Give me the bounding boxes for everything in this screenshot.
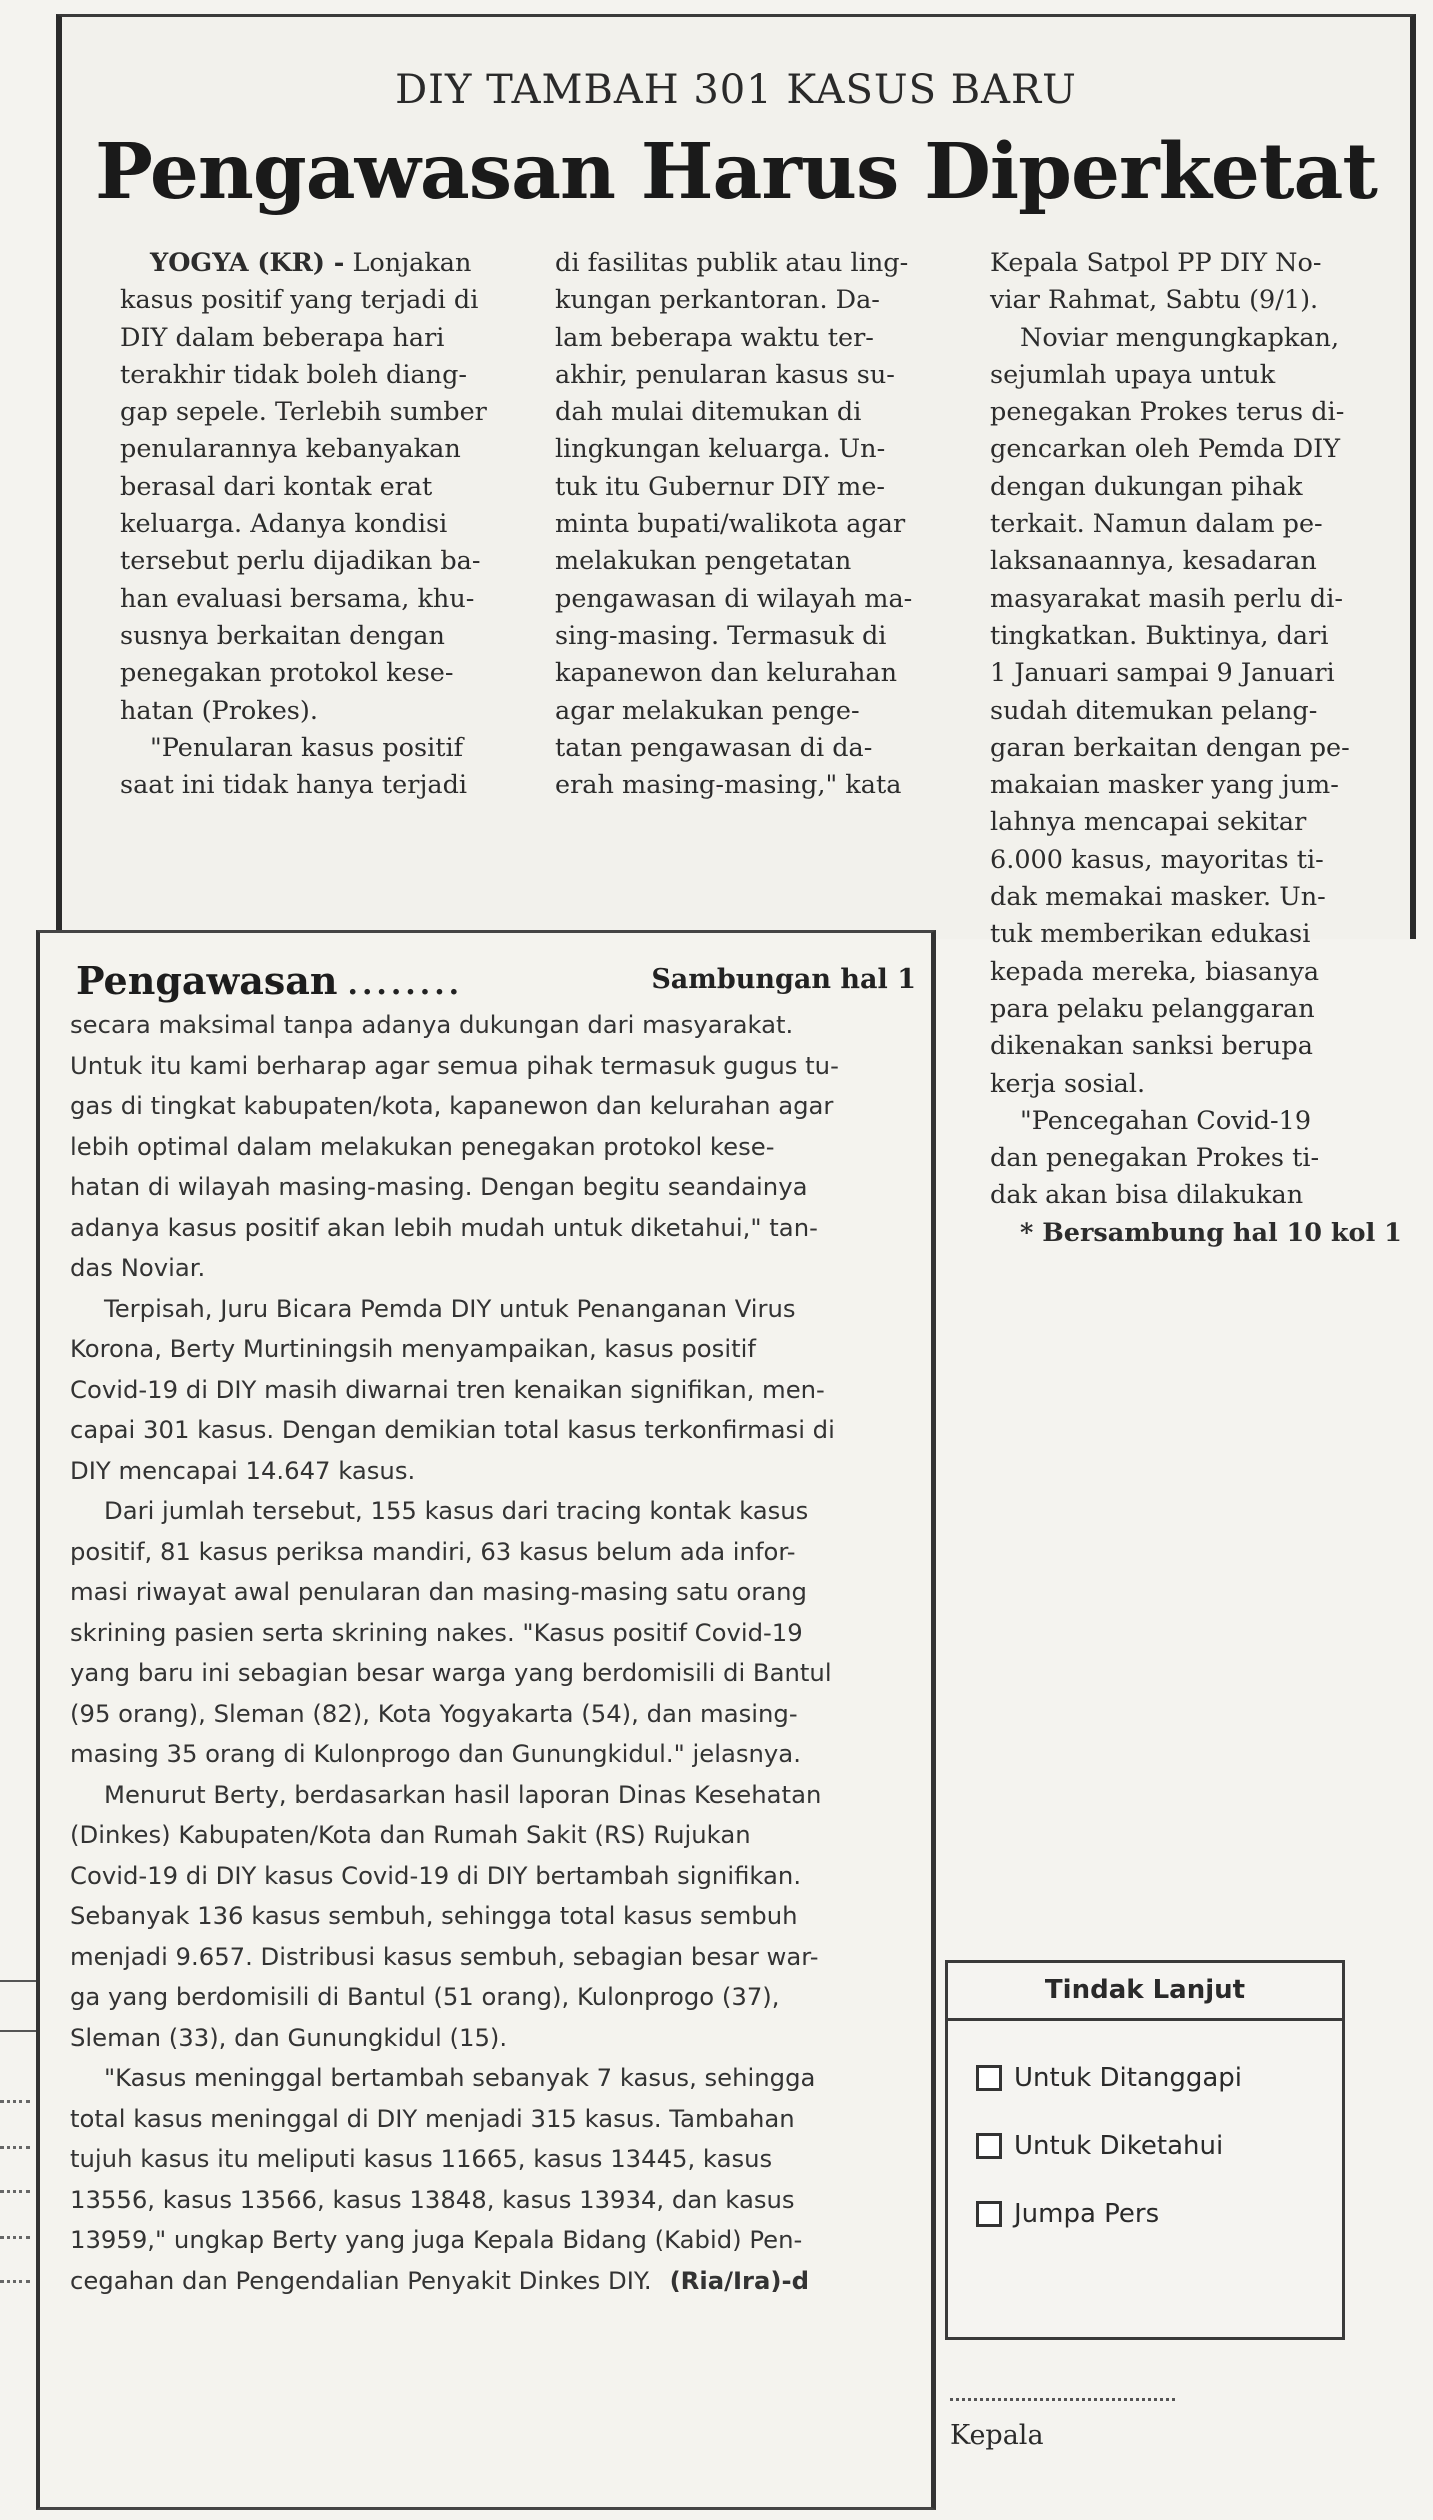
text-line: hatan (Prokes). [120, 695, 318, 726]
text-line: tatan pengawasan di da- [555, 732, 873, 763]
article-column-1 [120, 245, 520, 804]
text-line: 13959," ungkap Berty yang juga Kepala Bidang (Kabid) Pen- [70, 2225, 803, 2254]
text-line: DIY mencapai 14.647 kasus. [70, 1455, 416, 1485]
text-line: Kepala Satpol PP DIY No- [990, 248, 1322, 278]
continuation-reference: Sambungan hal 1 [651, 964, 916, 995]
text-line: dak memakai masker. Un- [990, 882, 1326, 913]
disposition-option-diketahui[interactable] [976, 2131, 1223, 2161]
text-line: saat ini tidak hanya terjadi [120, 770, 468, 801]
text-line: tuk memberikan edukasi [990, 919, 1311, 950]
margin-dotted-line [0, 2100, 30, 2103]
text-line: 13556, kasus 13566, kasus 13848, kasus 13934, dan kasus [70, 2184, 795, 2214]
text-line: "Penularan kasus positif [150, 732, 464, 763]
text-line: berasal dari kontak erat [120, 471, 433, 502]
checkbox-icon[interactable] [976, 2201, 1002, 2227]
continuation-title: Pengawasan [76, 958, 338, 1003]
disposition-option-ditanggapi[interactable] [976, 2063, 1242, 2093]
text-line: Dari jumlah tersebut, 155 kasus dari tracing kontak kasus [104, 1496, 809, 1525]
first-line-text: Lonjakan [352, 248, 472, 278]
text-line: kasus positif yang terjadi di [120, 285, 479, 316]
text-line: das Noviar. [70, 1253, 206, 1282]
text-line: "Kasus meninggal bertambah sebanyak 7 kasus, sehingga [104, 2063, 816, 2092]
text-line: gap sepele. Terlebih sumber [120, 397, 487, 428]
text-line: hatan di wilayah masing-masing. Dengan begitu seandainya [70, 1172, 808, 1201]
article-column-3 [990, 245, 1400, 1252]
text-line: masyarakat masih perlu di- [990, 583, 1344, 614]
text-line: penegakan Prokes terus di- [990, 397, 1345, 428]
text-line: kungan perkantoran. Da- [555, 285, 880, 316]
text-line: Covid-19 di DIY masih diwarnai tren kenaikan signifikan, men- [70, 1374, 825, 1404]
option-label: Untuk Ditanggapi [1014, 2063, 1243, 2093]
article-column-2 [555, 245, 955, 804]
dateline: YOGYA (KR) - [150, 248, 345, 278]
text-line: kapanewon dan kelurahan [555, 658, 898, 689]
text-line: Sebanyak 136 kasus sembuh, sehingga total kasus sembuh [70, 1901, 798, 1930]
text-line: Terpisah, Juru Bicara Pemda DIY untuk Penanganan Virus [104, 1293, 796, 1323]
text-line: lahnya mencapai sekitar [990, 807, 1307, 838]
text-line: lam beberapa waktu ter- [555, 322, 874, 353]
text-line: tersebut perlu dijadikan ba- [120, 546, 481, 577]
text-line: secara maksimal tanpa adanya dukungan dari masyarakat. [70, 1010, 794, 1039]
text-line: dak akan bisa dilakukan [990, 1180, 1304, 1211]
text-line: Menurut Berty, berdasarkan hasil laporan Dinas Kesehatan [104, 1779, 822, 1809]
text-line: tujuh kasus itu meliputi kasus 11665, kasus 13445, kasus [70, 2144, 773, 2173]
margin-dotted-line [0, 2280, 30, 2283]
text-line: capai 301 kasus. Dengan demikian total kasus terkonfirmasi di [70, 1415, 835, 1444]
text-line: masing 35 orang di Kulonprogo dan Gunungkidul." jelasnya. [70, 1739, 801, 1768]
text-line: tingkatkan. Buktinya, dari [990, 620, 1329, 651]
text-line: menjadi 9.657. Distribusi kasus sembuh, sebagian besar war- [70, 1941, 819, 1971]
checkbox-icon[interactable] [976, 2065, 1002, 2091]
text-line: dengan dukungan pihak [990, 471, 1303, 502]
text-line: han evaluasi bersama, khu- [120, 583, 475, 614]
text-line: minta bupati/walikota agar [555, 509, 906, 540]
text-line: gencarkan oleh Pemda DIY [990, 434, 1341, 465]
text-line: terakhir tidak boleh diang- [120, 359, 468, 390]
text-line: sudah ditemukan pelang- [990, 695, 1318, 726]
text-line: "Pencegahan Covid-19 [1020, 1105, 1312, 1136]
text-line: agar melakukan penge- [555, 695, 860, 726]
text-line: dan penegakan Prokes ti- [990, 1143, 1320, 1174]
disposition-title: Tindak Lanjut [948, 1963, 1342, 2021]
text-line: penularannya kebanyakan [120, 434, 461, 465]
checkbox-icon[interactable] [976, 2133, 1002, 2159]
text-line: positif, 81 kasus periksa mandiri, 63 kasus belum ada infor- [70, 1536, 796, 1566]
continuation-body [70, 1005, 920, 2301]
continued-on-marker: * Bersambung hal 10 kol 1 [1020, 1217, 1402, 1248]
last-line-text: cegahan dan Pengendalian Penyakit Dinkes DIY. [70, 2265, 652, 2295]
text-line: pengawasan di wilayah ma- [555, 583, 913, 614]
text-line: lebih optimal dalam melakukan penegakan protokol kese- [70, 1131, 775, 1161]
text-line: keluarga. Adanya kondisi [120, 509, 448, 540]
text-line: 1 Januari sampai 9 Januari [990, 658, 1335, 689]
option-label: Jumpa Pers [1014, 2199, 1160, 2229]
margin-dotted-line [0, 2146, 30, 2149]
text-line: susnya berkaitan dengan [120, 620, 445, 651]
margin-dotted-line [0, 2190, 30, 2193]
text-line: gas di tingkat kabupaten/kota, kapanewon dan kelurahan agar [70, 1091, 834, 1120]
text-line: para pelaku pelanggaran [990, 993, 1315, 1024]
text-line: yang baru ini sebagian besar warga yang berdomisili di Bantul [70, 1658, 832, 1687]
disposition-box [945, 1960, 1345, 2340]
text-line: (Dinkes) Kabupaten/Kota dan Rumah Sakit (RS) Rujukan [70, 1820, 751, 1849]
continuation-header [76, 958, 916, 1003]
continuation-clipping [36, 930, 936, 2510]
article-kicker: DIY TAMBAH 301 KASUS BARU [395, 67, 1077, 113]
text-line: terkait. Namun dalam pe- [990, 509, 1323, 540]
text-line: masi riwayat awal penularan dan masing-masing satu orang [70, 1577, 807, 1606]
text-line: Covid-19 di DIY kasus Covid-19 di DIY bertambah signifikan. [70, 1860, 802, 1890]
kepala-label: Kepala [950, 2420, 1044, 2451]
text-line [70, 2261, 920, 2302]
article-headline: Pengawasan Harus Diperketat [95, 127, 1377, 217]
text-line: ga yang berdomisili di Bantul (51 orang), Kulonprogo (37), [70, 1982, 780, 2011]
text-line: tuk itu Gubernur DIY me- [555, 471, 886, 502]
text-line: lingkungan keluarga. Un- [555, 434, 886, 465]
text-line: sing-masing. Termasuk di [555, 620, 887, 651]
text-line: kerja sosial. [990, 1068, 1146, 1099]
text-line: akhir, penularan kasus su- [555, 359, 895, 390]
text-line: viar Rahmat, Sabtu (9/1). [990, 285, 1319, 316]
margin-rule [0, 2030, 36, 2032]
text-line: erah masing-masing," kata [555, 770, 902, 801]
text-line: di fasilitas publik atau ling- [555, 248, 909, 278]
text-line: 6.000 kasus, mayoritas ti- [990, 844, 1324, 875]
continuation-dots: ........ [347, 967, 464, 1002]
text-line: melakukan pengetatan [555, 546, 852, 577]
text-line: Korona, Berty Murtiningsih menyampaikan, kasus positif [70, 1334, 756, 1363]
author-signature: (Ria/Ira)-d [669, 2265, 809, 2295]
text-line: kepada mereka, biasanya [990, 956, 1320, 987]
text-line: (95 orang), Sleman (82), Kota Yogyakarta (54), dan masing- [70, 1698, 798, 1728]
text-line: sejumlah upaya untuk [990, 359, 1276, 390]
text-line: Sleman (33), dan Gunungkidul (15). [70, 2022, 508, 2052]
margin-dotted-line [0, 2236, 30, 2239]
signature-dotted-line [950, 2398, 1175, 2401]
text-line: makaian masker yang jum- [990, 770, 1339, 801]
text-line: garan berkaitan dengan pe- [990, 732, 1350, 763]
text-line: DIY dalam beberapa hari [120, 322, 445, 353]
text-line: total kasus meninggal di DIY menjadi 315 kasus. Tambahan [70, 2103, 795, 2133]
text-line: dikenakan sanksi berupa [990, 1031, 1313, 1062]
text-line: Noviar mengungkapkan, [1020, 322, 1340, 353]
text-line: penegakan protokol kese- [120, 658, 454, 689]
text-line: Untuk itu kami berharap agar semua pihak termasuk gugus tu- [70, 1050, 839, 1080]
text-line: dah mulai ditemukan di [555, 397, 862, 428]
text-line: laksanaannya, kesadaran [990, 546, 1317, 577]
disposition-option-jumpa-pers[interactable] [976, 2199, 1159, 2229]
text-line: adanya kasus positif akan lebih mudah untuk diketahui," tan- [70, 1212, 818, 1242]
text-line: skrining pasien serta skrining nakes. "Kasus positif Covid-19 [70, 1617, 803, 1647]
option-label: Untuk Diketahui [1014, 2131, 1224, 2161]
margin-rule [0, 1980, 36, 1982]
article-first-line [120, 245, 520, 282]
